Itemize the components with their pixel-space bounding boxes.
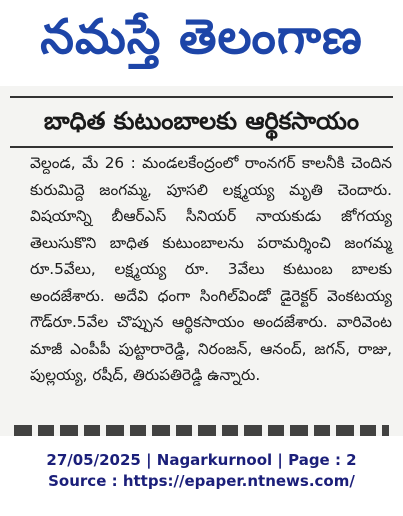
masthead <box>0 0 403 86</box>
headline-box <box>14 104 389 144</box>
next-article-headline-fragment <box>14 425 389 436</box>
headline-bottom-rule <box>10 146 393 148</box>
masthead-title: నమస్తే తెలంగాణ <box>40 9 363 65</box>
article-body: వెల్దండ, మే 26 : మండలకేంద్రంలో రాంనగర్ కాలనీకి చెందిన కురుమిద్దె జంగమ్మ, పూసలి లక్ష్మయ్య మృతి చెందారు. విషయాన్ని బీఆర్ఎస్ సీనియర్ నాయకుడు జోగయ్య తెలుసుకొని బాధిత కుటుంబాలను పరామర్శించి జంగమ్మ రూ.5వేలు, లక్ష్మయ్య రూ. 3వేలు కుటుంబ బాలకు అందజేశారు. అదేవి ధంగా సింగిల్‌విండో డైరెక్టర్ వెంకటయ్య గౌడ్‌రూ.5వేల చొప్పున ఆర్థికసాయం అందజేశారు. వారివెంట మాజీ ఎంపీపీ పుట్టారారెడ్డి, నిరంజన్, ఆనంద్, జగన్, రాజు, పుల్లయ్య, రషీద్, తిరుపతిరెడ్డి ఉన్నారు. <box>30 154 392 384</box>
article-headline: బాధిత కుటుంబాలకు ఆర్థికసాయం <box>43 107 360 135</box>
caption-source-url: Source : https://epaper.ntnews.com/ <box>48 472 355 490</box>
caption-date-page: 27/05/2025 | Nagarkurnool | Page : 2 <box>46 451 357 469</box>
source-caption <box>0 450 403 492</box>
headline-top-rule <box>10 96 393 98</box>
